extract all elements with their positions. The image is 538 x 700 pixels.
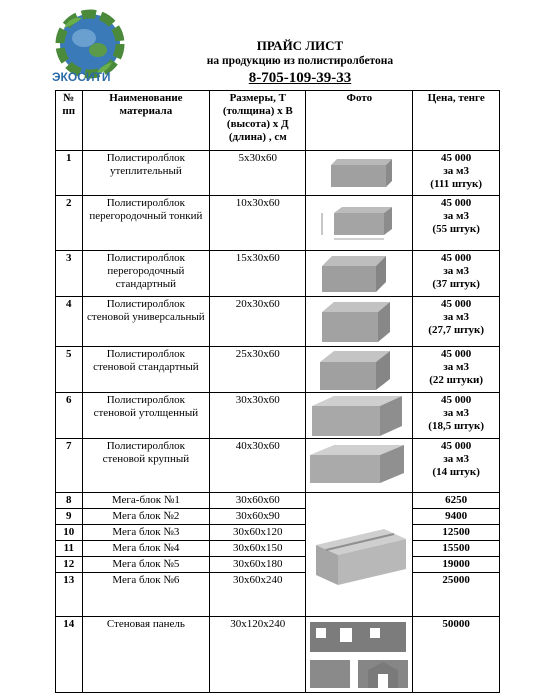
row-name: Мега блок №5 (82, 557, 210, 573)
row-size: 30х120х240 (210, 617, 306, 693)
row-num: 14 (56, 617, 83, 693)
row-price: 12500 (413, 525, 500, 541)
block-photo-icon (306, 441, 412, 491)
block-photo-icon (306, 298, 412, 346)
row-num: 1 (56, 151, 83, 196)
row-photo (306, 439, 413, 493)
company-name: ЭКОСИТИ (52, 70, 111, 84)
row-price: 9400 (413, 509, 500, 525)
table-row (56, 196, 500, 251)
row-size: 40х30х60 (210, 439, 306, 493)
row-price: 45 000 за м3 (111 штук) (413, 151, 500, 196)
table-row (56, 509, 500, 525)
row-name: Мега блок №6 (82, 573, 210, 617)
row-num: 11 (56, 541, 83, 557)
col-header-name: Наименование материала (82, 91, 210, 151)
row-size: 5х30х60 (210, 151, 306, 196)
row-num: 10 (56, 525, 83, 541)
row-photo (306, 251, 413, 297)
table-row (56, 347, 500, 393)
table-row (56, 297, 500, 347)
table-row (56, 557, 500, 573)
price-table (55, 90, 500, 693)
row-price: 50000 (413, 617, 500, 693)
block-photo-icon (306, 394, 412, 438)
row-photo (306, 617, 413, 693)
row-photo (306, 297, 413, 347)
row-name: Полистиролблок стеновой универсальный (82, 297, 210, 347)
row-photo (306, 196, 413, 251)
row-num: 4 (56, 297, 83, 347)
row-num: 7 (56, 439, 83, 493)
row-name: Мега блок №4 (82, 541, 210, 557)
row-price: 45 000 за м3 (22 штуки) (413, 347, 500, 393)
block-photo-icon (306, 199, 412, 247)
row-size: 30х60х60 (210, 493, 306, 509)
row-photo (306, 393, 413, 439)
row-name: Полистиролблок стеновой крупный (82, 439, 210, 493)
row-num: 6 (56, 393, 83, 439)
row-name: Полистиролблок перегородочный стандартный (82, 251, 210, 297)
row-num: 13 (56, 573, 83, 617)
col-header-photo: Фото (306, 91, 413, 151)
row-name: Полистиролблок утеплительный (82, 151, 210, 196)
page-subtitle: на продукцию из полистиролбетона (206, 55, 394, 67)
row-price: 6250 (413, 493, 500, 509)
row-size: 30х60х180 (210, 557, 306, 573)
row-num: 12 (56, 557, 83, 573)
row-name: Полистиролблок стеновой стандартный (82, 347, 210, 393)
row-size: 30х30х60 (210, 393, 306, 439)
table-row (56, 251, 500, 297)
block-photo-icon (306, 153, 412, 193)
block-photo-icon (306, 252, 412, 296)
row-name: Полистиролблок перегородочный тонкий (82, 196, 210, 251)
table-row (56, 525, 500, 541)
table-row (56, 151, 500, 196)
table-row (56, 617, 500, 693)
row-price: 45 000 за м3 (18,5 штук) (413, 393, 500, 439)
row-size: 30х60х90 (210, 509, 306, 525)
table-row (56, 541, 500, 557)
row-size: 30х60х150 (210, 541, 306, 557)
row-num: 5 (56, 347, 83, 393)
row-price: 45 000 за м3 (27,7 штук) (413, 297, 500, 347)
row-price: 45 000 за м3 (55 штук) (413, 196, 500, 251)
row-price: 15500 (413, 541, 500, 557)
row-price: 45 000 за м3 (14 штук) (413, 439, 500, 493)
megablock-photo-icon (306, 509, 412, 601)
row-size: 10х30х60 (210, 196, 306, 251)
row-size: 25х30х60 (210, 347, 306, 393)
phone-number: 8-705-109-39-33 (248, 70, 352, 86)
table-row (56, 493, 500, 509)
row-size: 15х30х60 (210, 251, 306, 297)
row-name: Полистиролблок стеновой утолщенный (82, 393, 210, 439)
col-header-price: Цена, тенге (413, 91, 500, 151)
col-header-num: № пп (56, 91, 83, 151)
row-name: Мега блок №2 (82, 509, 210, 525)
company-logo (50, 8, 134, 94)
block-photo-icon (306, 348, 412, 392)
row-size: 30х60х120 (210, 525, 306, 541)
row-num: 3 (56, 251, 83, 297)
row-num: 9 (56, 509, 83, 525)
row-photo (306, 151, 413, 196)
table-row (56, 393, 500, 439)
row-photo-megablock (306, 493, 413, 617)
wall-panel-photo-icon (306, 618, 412, 692)
row-size: 30х60х240 (210, 573, 306, 617)
table-row (56, 439, 500, 493)
row-name: Мега блок №3 (82, 525, 210, 541)
row-name: Мега-блок №1 (82, 493, 210, 509)
table-row (56, 573, 500, 617)
row-price: 25000 (413, 573, 500, 617)
row-photo (306, 347, 413, 393)
page-title: ПРАЙС ЛИСТ (256, 38, 344, 53)
row-price: 45 000 за м3 (37 штук) (413, 251, 500, 297)
col-header-size: Размеры, Т (толщина) х В (высота) х Д (длина) , см (210, 91, 306, 151)
row-price: 19000 (413, 557, 500, 573)
row-num: 8 (56, 493, 83, 509)
row-name: Стеновая панель (82, 617, 210, 693)
table-header-row (56, 91, 500, 151)
row-size: 20х30х60 (210, 297, 306, 347)
row-num: 2 (56, 196, 83, 251)
